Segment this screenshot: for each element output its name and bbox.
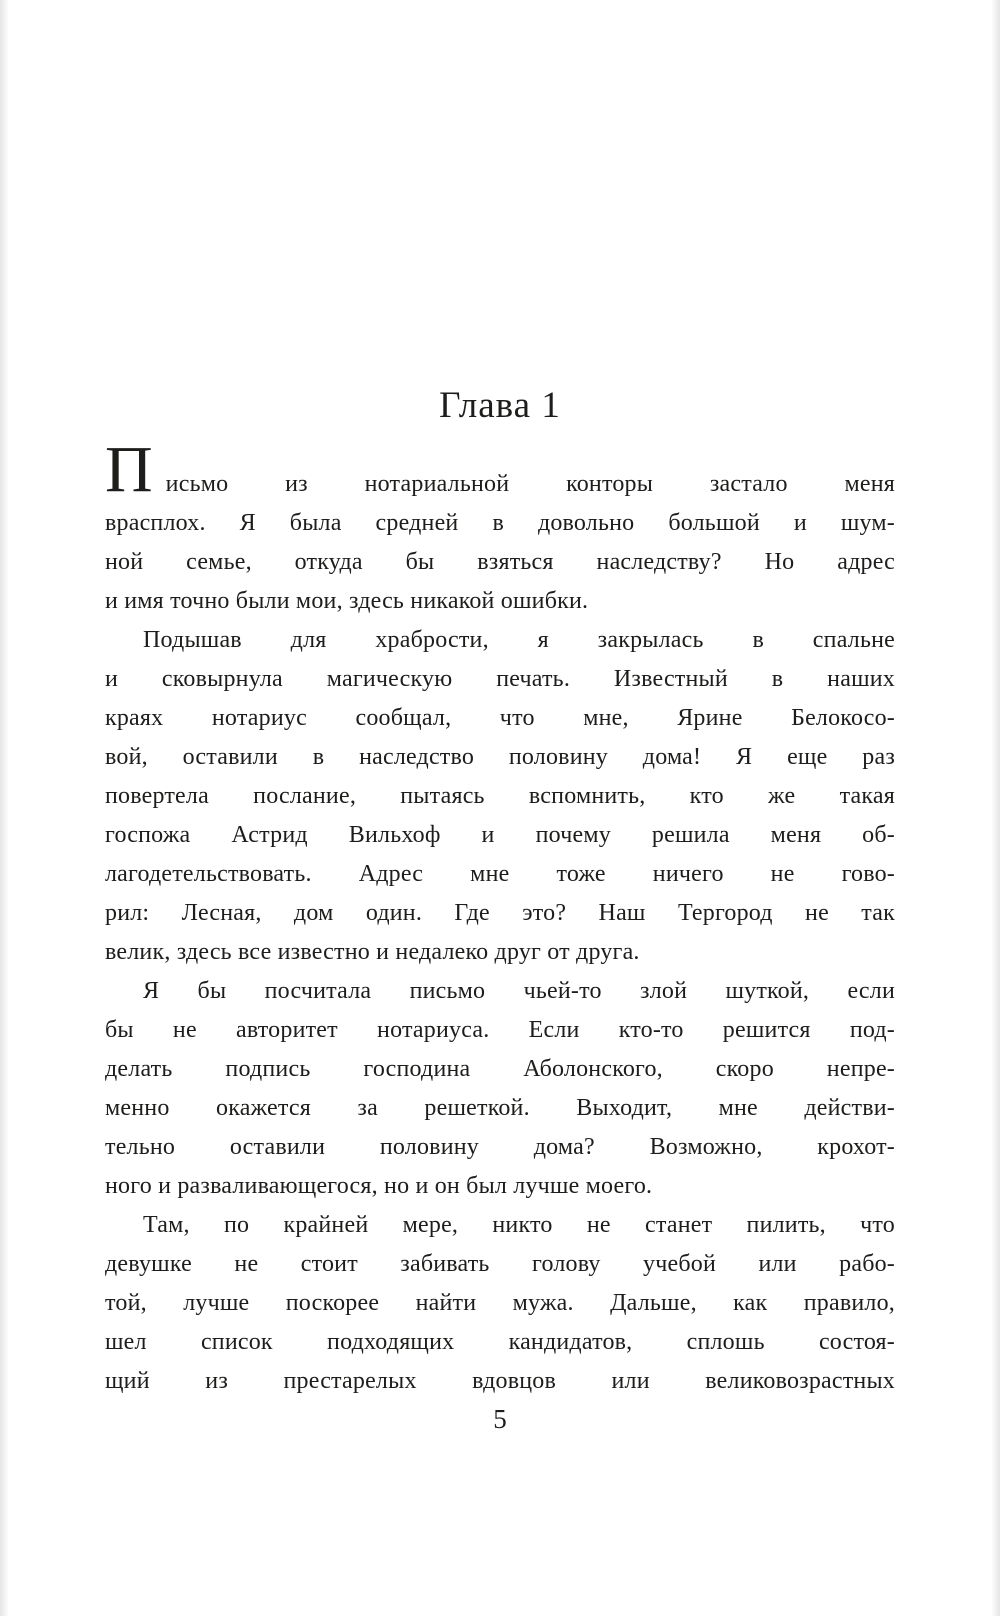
text-line: девушке не стоит забивать голову учебой или рабо-: [105, 1251, 895, 1277]
text-line: и сковырнула магическую печать. Известный в наших: [105, 666, 895, 692]
text-line: краях нотариус сообщал, что мне, Ярине Белокосо-: [105, 705, 895, 731]
text-line: Я бы посчитала письмо чьей-то злой шуткой, если: [143, 978, 895, 1004]
paragraph: [105, 433, 895, 621]
text-line: [105, 433, 895, 506]
text-line: госпожа Астрид Вильхоф и почему решила меня об-: [105, 822, 895, 848]
drop-cap: П: [105, 433, 153, 506]
text-line: бы не авторитет нотариуса. Если кто-то решится под-: [105, 1017, 895, 1043]
text-line: и имя точно были мои, здесь никакой ошибки.: [105, 588, 589, 614]
text-line: делать подпись господина Аболонского, скоро непре-: [105, 1056, 895, 1082]
text-line: менно окажется за решеткой. Выходит, мне действи-: [105, 1095, 895, 1121]
page-edge-shadow-left: [0, 0, 9, 1616]
chapter-title: Глава 1: [439, 385, 561, 426]
text-line: повертела послание, пытаясь вспомнить, кто же такая: [105, 783, 895, 809]
page-number: 5: [493, 1404, 507, 1434]
text-line: вой, оставили в наследство половину дома! Я еще раз: [105, 744, 895, 770]
text-line: врасплох. Я была средней в довольно большой и шум-: [105, 510, 895, 536]
text-line: Там, по крайней мере, никто не станет пилить, что: [143, 1212, 895, 1238]
text-line: шел список подходящих кандидатов, сплошь состоя-: [105, 1329, 895, 1355]
body-text: [105, 433, 895, 1401]
text-line: Подышав для храбрости, я закрылась в спальне: [143, 627, 895, 653]
text-line: лагодетельствовать. Адрес мне тоже ничего не гово-: [105, 861, 895, 887]
text-line: велик, здесь все известно и недалеко друг от друга.: [105, 939, 640, 965]
text-line: ной семье, откуда бы взяться наследству? Но адрес: [105, 549, 895, 575]
paragraph: [105, 1206, 895, 1401]
paragraph: [105, 972, 895, 1206]
text-line: рил: Лесная, дом один. Где это? Наш Тергород не так: [105, 900, 895, 926]
page-edge-shadow-right: [991, 0, 1000, 1616]
text-line: ного и разваливающегося, но и он был лучше моего.: [105, 1173, 653, 1199]
text-line-content: исьмо из нотариальной конторы застало меня: [165, 471, 895, 497]
text-line: щий из престарелых вдовцов или великовозрастных: [105, 1368, 895, 1394]
text-line: тельно оставили половину дома? Возможно, крохот-: [105, 1134, 895, 1160]
paragraph: [105, 621, 895, 972]
text-line: той, лучше поскорее найти мужа. Дальше, как правило,: [105, 1290, 895, 1316]
